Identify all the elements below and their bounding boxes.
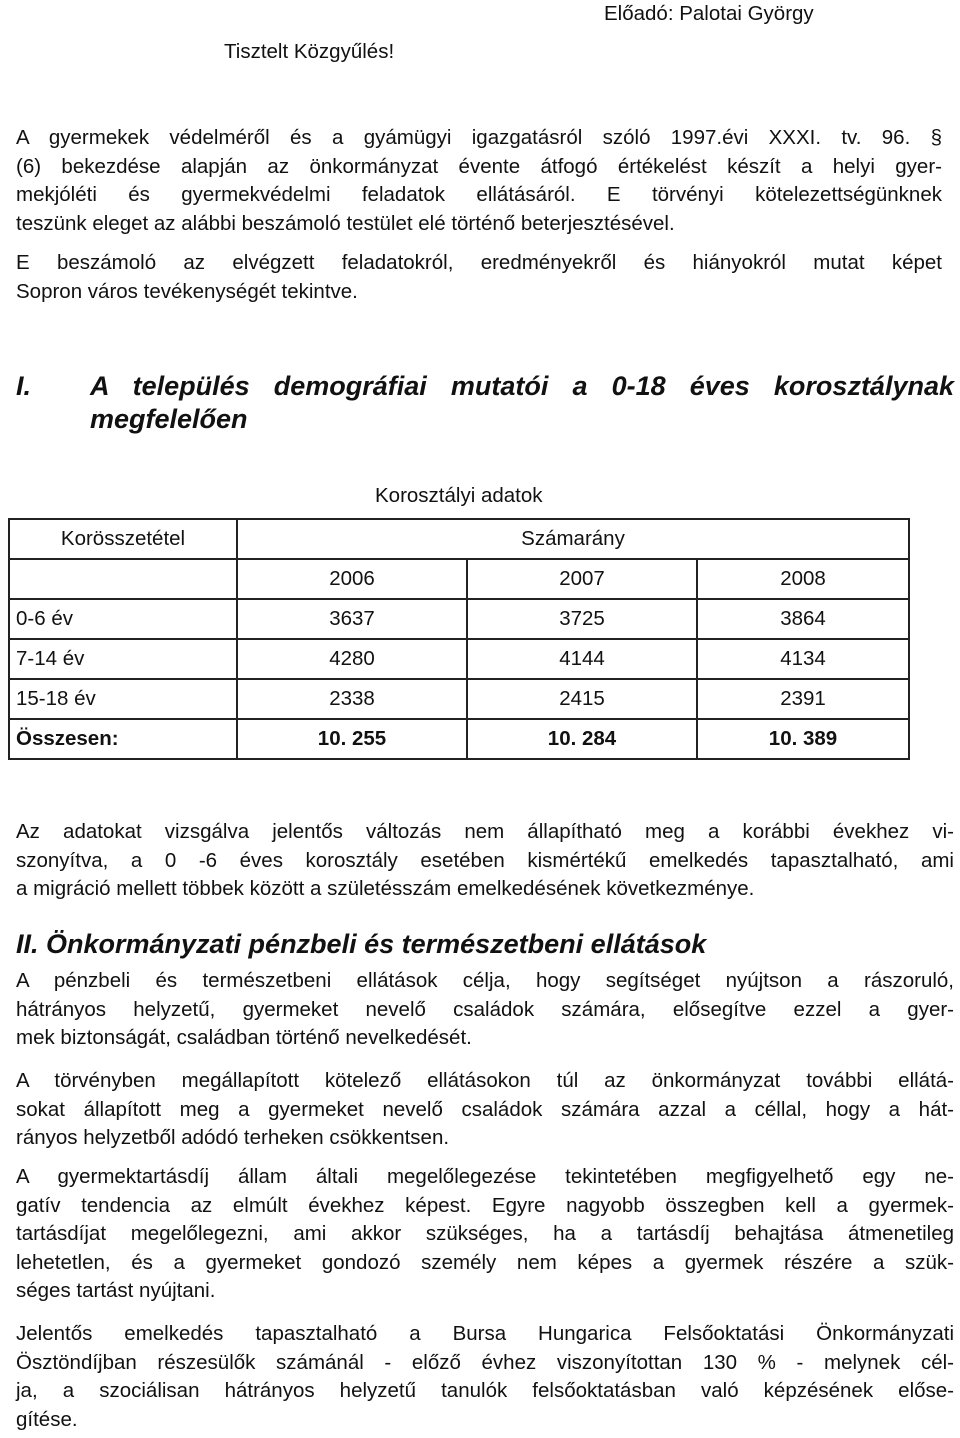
value-cell: 3864: [697, 599, 909, 639]
section-2-paragraph-3: [16, 1163, 954, 1306]
text-line: Sopron város tevékenységét tekintve.: [16, 279, 358, 303]
value-cell: 4134: [697, 639, 909, 679]
col-header-ratio: Számarány: [237, 519, 909, 559]
salutation: Tisztelt Közgyűlés!: [224, 40, 395, 63]
heading-line: megfelelően: [90, 404, 248, 434]
table-total-row: [9, 719, 909, 759]
section-2-paragraph-1: [16, 967, 954, 1053]
empty-cell: [9, 559, 237, 599]
total-value-cell: 10. 284: [467, 719, 697, 759]
text-line: Az adatokat vizsgálva jelentős változás nem állapítható meg a korábbi évekhez vi-: [16, 820, 954, 843]
presenter: Előadó: Palotai György: [604, 2, 814, 25]
intro-paragraph-2: [16, 249, 942, 306]
text-line: ja, a szociálisan hátrányos helyzetű tanulók felsőoktatásban való képzésének előse-: [16, 1379, 954, 1402]
total-label-cell: Összesen:: [9, 719, 237, 759]
table-row: [9, 639, 909, 679]
text-line: gatív tendencia az elmúlt évekhez képest. Egyre nagyobb összegben kell a gyermek-: [16, 1193, 954, 1217]
text-line: séges tartást nyújtani.: [16, 1279, 216, 1302]
col-header-age-group: Korösszetétel: [9, 519, 237, 559]
table-years-row: [9, 559, 909, 599]
section-2-paragraph-4: [16, 1320, 954, 1434]
heading-line: A település demográfiai mutatói a 0-18 éves korosztálynak: [90, 371, 954, 401]
year-cell: 2006: [237, 559, 467, 599]
table-row: [9, 679, 909, 719]
text-line: E beszámoló az elvégzett feladatokról, eredményekről és hiányokról mutat képet: [16, 251, 942, 274]
table-row: [9, 599, 909, 639]
text-line: hátrányos helyzetű, gyermeket nevelő családok számára, elősegítve ezzel a gyer-: [16, 997, 954, 1021]
value-cell: 3637: [237, 599, 467, 639]
text-line: (6) bekezdése alapján az önkormányzat évente átfogó értékelést készít a helyi gyer-: [16, 154, 942, 178]
text-line: gítése.: [16, 1407, 78, 1431]
text-line: sokat állapított meg a gyermeket nevelő családok számára azzal a céllal, hogy a hát-: [16, 1097, 954, 1121]
section-1-title: [90, 370, 954, 436]
value-cell: 2338: [237, 679, 467, 719]
value-cell: 3725: [467, 599, 697, 639]
year-cell: 2008: [697, 559, 909, 599]
value-cell: 2415: [467, 679, 697, 719]
text-line: szonyítva, a 0 -6 éves korosztály esetében kismértékű emelkedés tapasztalható, ami: [16, 848, 954, 872]
analysis-paragraph: [16, 818, 954, 904]
text-line: teszünk eleget az alábbi beszámoló testület elé történő beterjesztésével.: [16, 211, 675, 235]
text-line: A törvényben megállapított kötelező ellátásokon túl az önkormányzat további ellátá-: [16, 1069, 954, 1092]
total-value-cell: 10. 389: [697, 719, 909, 759]
age-label-cell: 0-6 év: [9, 599, 237, 639]
section-1-number: I.: [16, 371, 32, 401]
age-label-cell: 7-14 év: [9, 639, 237, 679]
year-cell: 2007: [467, 559, 697, 599]
text-line: mekjóléti és gyermekvédelmi feladatok ellátásáról. E törvényi kötelezettségünknek: [16, 183, 942, 206]
section-2-paragraph-2: [16, 1067, 954, 1153]
value-cell: 4280: [237, 639, 467, 679]
intro-paragraph-1: [16, 124, 942, 238]
age-label-cell: 15-18 év: [9, 679, 237, 719]
text-line: A pénzbeli és természetbeni ellátások célja, hogy segítséget nyújtson a rászoruló,: [16, 969, 954, 992]
total-value-cell: 10. 255: [237, 719, 467, 759]
value-cell: 4144: [467, 639, 697, 679]
table-header-row: [9, 519, 909, 559]
demographics-table: [8, 518, 910, 760]
text-line: mek biztonságát, családban történő nevelkedését.: [16, 1026, 472, 1049]
text-line: A gyermekek védelméről és a gyámügyi igazgatásról szóló 1997.évi XXXI. tv. 96. §: [16, 126, 942, 149]
text-line: a migráció mellett többek között a születésszám emelkedésének következménye.: [16, 877, 755, 900]
text-line: A gyermektartásdíj állam általi megelőlegezése tekintetében megfigyelhető egy ne-: [16, 1165, 954, 1188]
value-cell: 2391: [697, 679, 909, 719]
table-caption: Korosztályi adatok: [375, 484, 543, 507]
text-line: tartásdíjat megelőlegezni, ami akkor szükséges, ha a tartásdíj behajtása átmenetileg: [16, 1222, 954, 1245]
text-line: Jelentős emelkedés tapasztalható a Bursa Hungarica Felsőoktatási Önkormányzati: [16, 1322, 954, 1345]
text-line: lehetetlen, és a gyermeket gondozó személy nem képes a gyermek részére a szük-: [16, 1250, 954, 1274]
text-line: Ösztöndíjban részesülők számánál - előző évhez viszonyítottan 130 % - melynek cél-: [16, 1350, 954, 1374]
section-2-title: II. Önkormányzati pénzbeli és természetbeni ellátások: [16, 929, 707, 959]
text-line: rányos helyzetből adódó terheken csökkentsen.: [16, 1126, 450, 1149]
